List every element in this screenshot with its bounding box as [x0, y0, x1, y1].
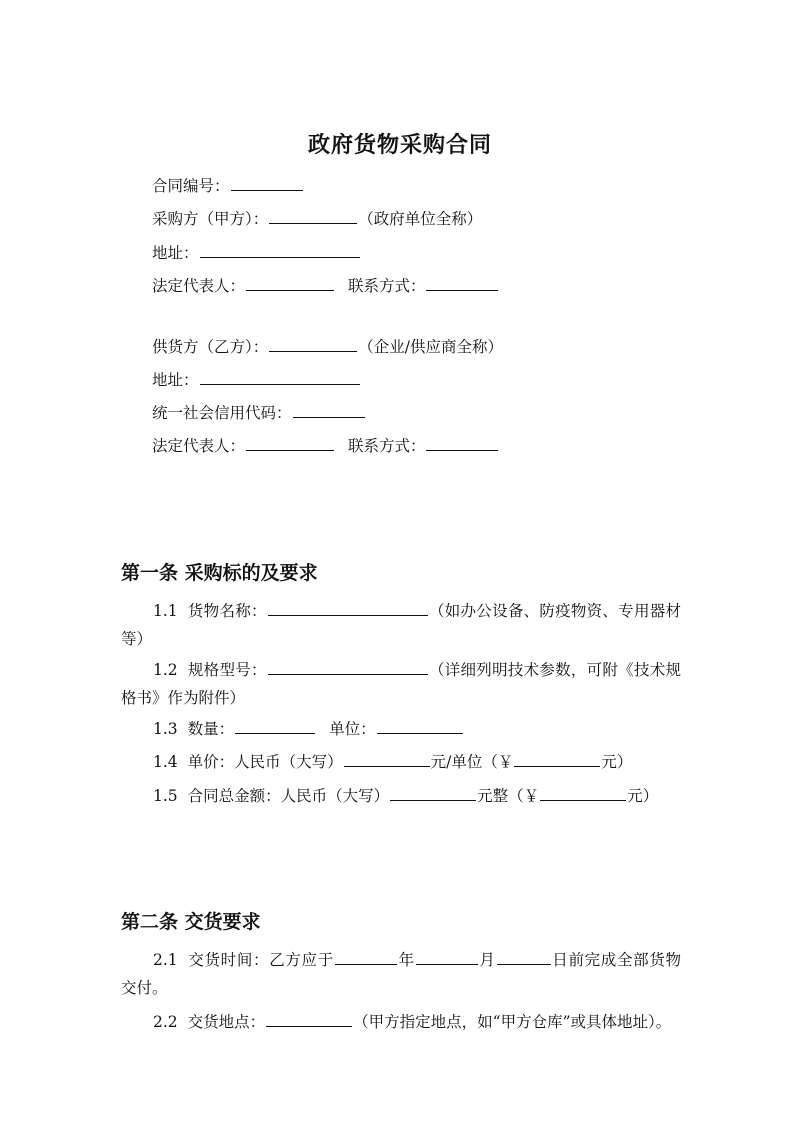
- supplier-label: 供货方（乙方）：: [152, 338, 269, 356]
- delivery-year-blank[interactable]: [335, 950, 397, 965]
- buyer-name-blank[interactable]: [269, 209, 357, 224]
- clause-2-1-label: 交货时间：乙方应于: [187, 951, 334, 969]
- clause-2-1-month: 月: [478, 951, 496, 969]
- clause-1-4-number: 1.4: [153, 753, 178, 771]
- clause-1-5-mid: 元整（￥: [477, 787, 540, 805]
- clause-1-5: [121, 782, 681, 810]
- buyer-contact-blank[interactable]: [426, 276, 498, 291]
- contract-number-blank[interactable]: [231, 176, 303, 191]
- clause-2-2-number: 2.2: [153, 1013, 178, 1031]
- buyer-address-blank[interactable]: [200, 243, 360, 258]
- credit-code-line: [152, 403, 366, 423]
- supplier-name-blank[interactable]: [269, 337, 357, 352]
- clause-1-3-label: 数量：: [187, 720, 235, 738]
- article2-heading: 第二条 交货要求: [121, 911, 261, 933]
- buyer-address-line: [152, 243, 361, 263]
- supplier-rep-line: [152, 436, 499, 456]
- supplier-note: （企业/供应商全称）: [358, 338, 503, 356]
- article1-heading: 第一条 采购标的及要求: [121, 562, 318, 584]
- clause-1-5-label: 合同总金额：人民币（大写）: [187, 787, 390, 805]
- unit-blank[interactable]: [377, 719, 463, 734]
- clause-1-2: [121, 656, 681, 712]
- clause-1-4-label: 单价：人民币（大写）: [187, 753, 343, 771]
- delivery-day-blank[interactable]: [497, 950, 551, 965]
- buyer-note: （政府单位全称）: [358, 210, 483, 228]
- clause-1-1-note: （如办公设备、防疫物资、专用器材等）: [121, 602, 681, 648]
- buyer-line: [152, 209, 482, 229]
- clause-1-2-note: （详细列明技术参数，可附《技术规格书》作为附件）: [121, 661, 681, 707]
- page-title: 政府货物采购合同: [307, 133, 492, 158]
- clause-1-2-number: 1.2: [153, 661, 178, 679]
- quantity-blank[interactable]: [235, 719, 315, 734]
- buyer-legal-rep-label: 法定代表人：: [152, 277, 246, 295]
- clause-1-2-label: 规格型号：: [187, 661, 267, 679]
- clause-2-1-year: 年: [397, 951, 415, 969]
- clause-1-5-number: 1.5: [153, 787, 178, 805]
- credit-code-blank[interactable]: [293, 403, 365, 418]
- buyer-rep-line: [152, 276, 499, 296]
- supplier-address-blank[interactable]: [200, 370, 360, 385]
- supplier-legal-rep-blank[interactable]: [246, 436, 334, 451]
- supplier-line: [152, 337, 503, 357]
- clause-1-1: [121, 597, 681, 653]
- buyer-label: 采购方（甲方）：: [152, 210, 269, 228]
- clause-2-2-label: 交货地点：: [187, 1013, 266, 1031]
- unit-price-words-blank[interactable]: [344, 752, 430, 767]
- clause-1-1-label: 货物名称：: [187, 602, 267, 620]
- total-amount-figures-blank[interactable]: [540, 786, 626, 801]
- unit-price-figures-blank[interactable]: [514, 752, 600, 767]
- clause-2-1-number: 2.1: [153, 951, 178, 969]
- goods-name-blank[interactable]: [268, 601, 428, 616]
- supplier-address-line: [152, 370, 361, 390]
- clause-1-1-number: 1.1: [153, 602, 178, 620]
- credit-code-label: 统一社会信用代码：: [152, 404, 292, 422]
- delivery-month-blank[interactable]: [416, 950, 478, 965]
- delivery-location-blank[interactable]: [266, 1012, 352, 1027]
- buyer-contact-label: 联系方式：: [347, 277, 426, 295]
- clause-1-5-end: 元）: [627, 787, 659, 805]
- buyer-legal-rep-blank[interactable]: [246, 276, 334, 291]
- supplier-legal-rep-label: 法定代表人：: [152, 437, 246, 455]
- clause-2-1-end: 日前完成全部货物交付。: [121, 951, 681, 997]
- clause-2-2: [121, 1008, 681, 1036]
- total-amount-words-blank[interactable]: [390, 786, 476, 801]
- clause-1-3-number: 1.3: [153, 720, 178, 738]
- clause-1-4-mid: 元/单位（￥: [430, 753, 514, 771]
- clause-1-4: [121, 748, 681, 776]
- clause-1-3: [121, 715, 681, 743]
- clause-2-2-note: （甲方指定地点，如“甲方仓库”或具体地址）。: [353, 1013, 672, 1031]
- supplier-contact-blank[interactable]: [426, 436, 498, 451]
- supplier-address-label: 地址：: [152, 371, 199, 389]
- contract-number-label: 合同编号：: [152, 177, 230, 195]
- contract-number-line: [152, 176, 304, 196]
- clause-1-3-unit-label: 单位：: [329, 720, 376, 738]
- buyer-address-label: 地址：: [152, 244, 199, 262]
- supplier-contact-label: 联系方式：: [347, 437, 426, 455]
- clause-1-4-end: 元）: [601, 753, 633, 771]
- clause-2-1: [121, 946, 681, 1002]
- spec-model-blank[interactable]: [268, 660, 428, 675]
